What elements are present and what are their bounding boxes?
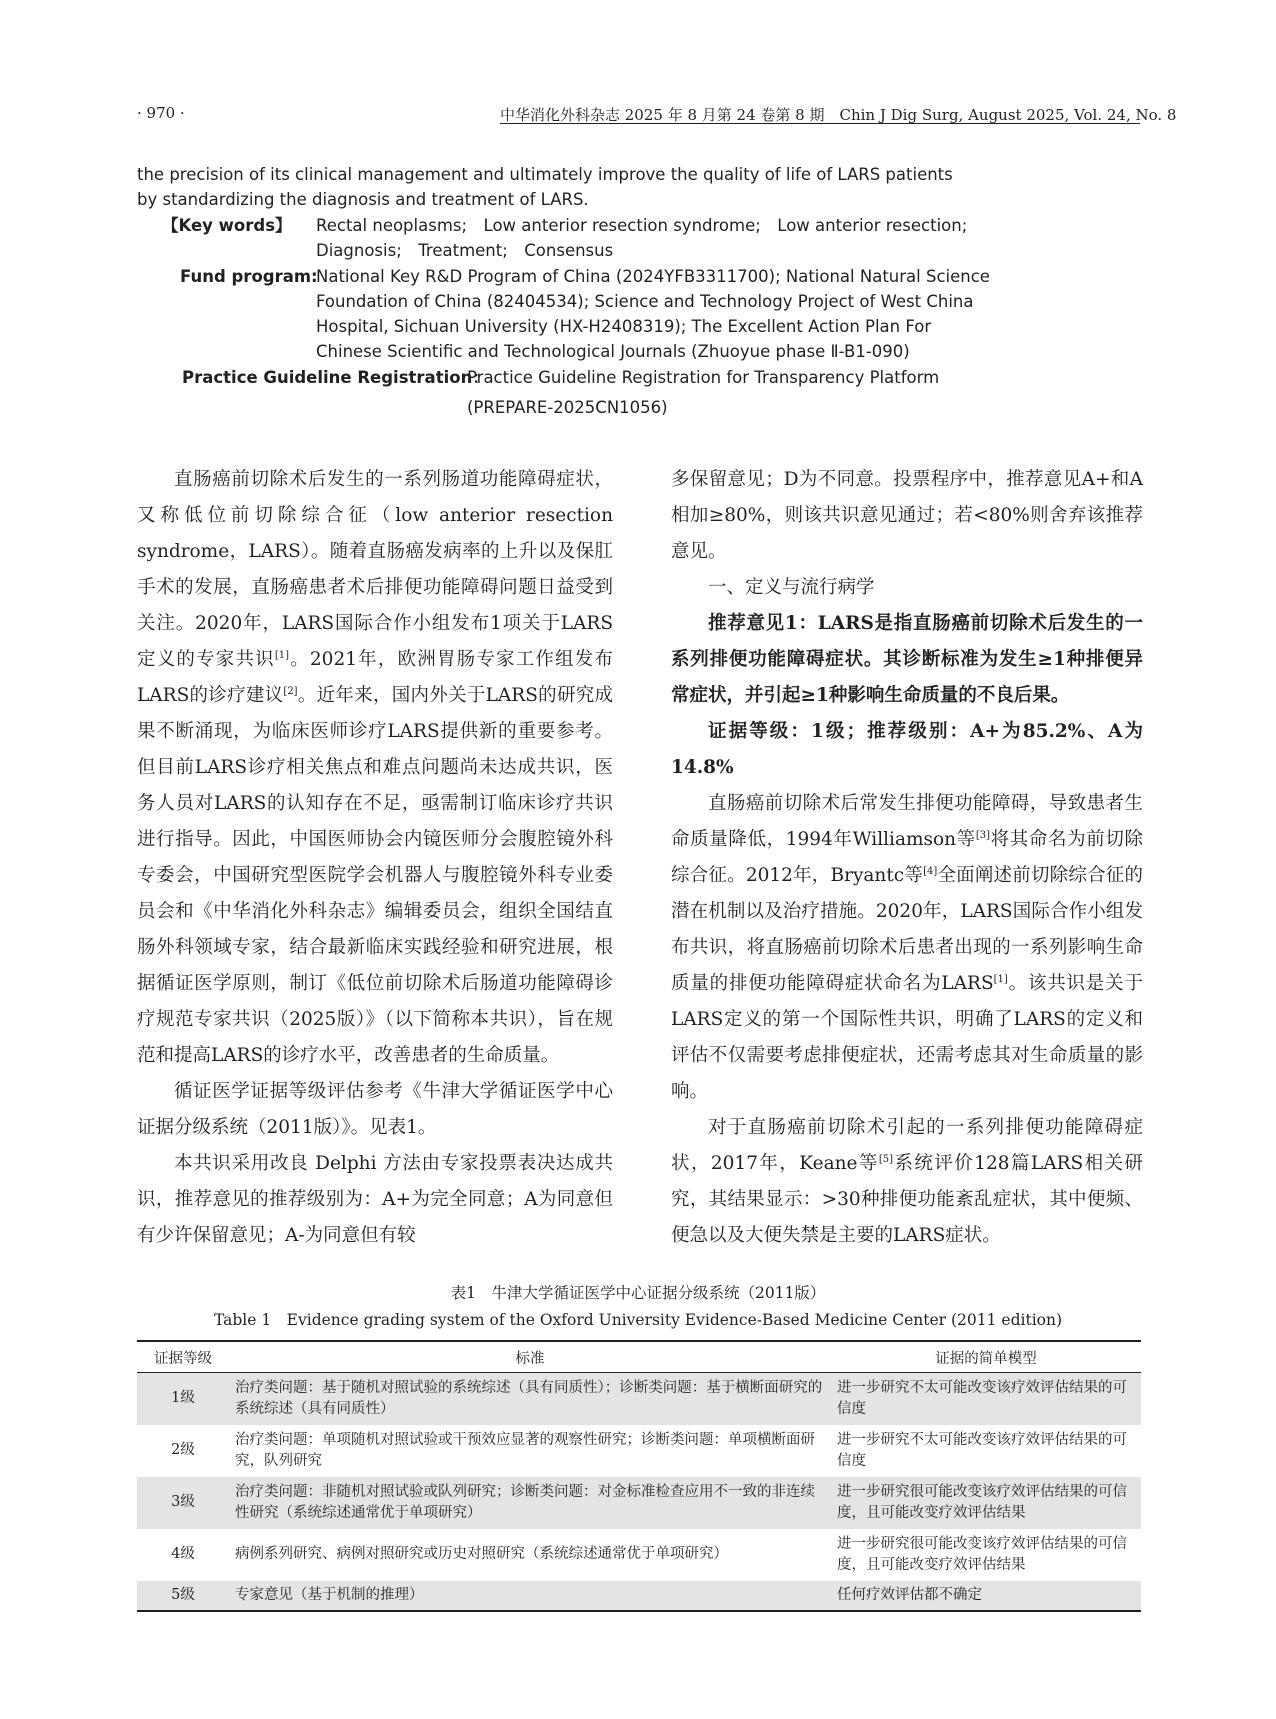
keywords-line-2: Diagnosis; Treatment; Consensus <box>316 241 614 260</box>
table-row <box>137 1529 1141 1581</box>
registration-line-2: (PREPARE-2025CN1056) <box>467 398 668 417</box>
symptoms-paragraph: 对于直肠癌前切除术引起的一系列排便功能障碍症状，2017年，Keane等[5]系统评价128篇LARS相关研究，其结果显示：>30种排便功能紊乱症状，其中便频、便急以及大便失禁是主要的LARS症状。 <box>671 1117 1143 1246</box>
table-row <box>137 1373 1141 1425</box>
table-caption-cn: 表1 牛津大学循证医学中心证据分级系统（2011版） <box>450 1284 826 1302</box>
table-cell: 4级 <box>171 1546 195 1562</box>
table-cell: 病例系列研究、病例对照研究或历史对照研究（系统综述通常优于单项研究） <box>235 1546 728 1562</box>
right-column <box>671 462 1143 1254</box>
table-cell: 进一步研究很可能改变该疗效评估结果的可信度，且可能改变疗效评估结果 <box>831 1477 1141 1529</box>
evidence-reference-paragraph: 循证医学证据等级评估参考《牛津大学循证医学中心证据分级系统（2011版）》。见表1。 <box>137 1081 613 1138</box>
journal-header: 中华消化外科杂志 2025 年 8 月第 24 卷第 8 期 Chin J Dig Surg, August 2025, Vol. 24, No. 8 <box>500 106 1177 124</box>
intro-paragraph: 直肠癌前切除术后发生的一系列肠道功能障碍症状，又称低位前切除综合征（low anterior resection syndrome，LARS）。随着直肠癌发病率的上升以及保肛手术的发展，直肠癌患者术后排便功能障碍问题日益受到关注。2020年，LARS国际合作小组发布1项关于LARS定义的专家共识[1]。2021年，欧洲胃肠专家工作组发布LARS的诊疗建议[2]。近年来，国内外关于LARS的研究成果不断涌现，为临床医师诊疗LARS提供新的重要参考。但目前LARS诊疗相关焦点和难点问题尚未达成共识，医务人员对LARS的认知存在不足，亟需制订临床诊疗共识进行指导。因此，中国医师协会内镜医师分会腹腔镜外科专委会，中国研究型医院学会机器人与腹腔镜外科专业委员会和《中华消化外科杂志》编辑委员会，组织全国结直肠外科领域专家，结合最新临床实践经验和研究进展，根据循证医学原则，制订《低位前切除术后肠道功能障碍诊疗规范专家共识（2025版）》（以下简称本共识），旨在规范和提高LARS的诊疗水平，改善患者的生命质量。 <box>137 469 614 1066</box>
table-cell: 进一步研究不太可能改变该疗效评估结果的可信度 <box>837 1431 1127 1469</box>
fund-line-1: National Key R&D Program of China (2024YFB3311700); National Natural Science <box>316 267 990 286</box>
citation-ref: [5] <box>878 1153 894 1165</box>
keywords-line-1: Rectal neoplasms; Low anterior resection syndrome; Low anterior resection; <box>316 216 968 235</box>
column-header: 证据等级 <box>137 1341 229 1373</box>
evidence-grading-table <box>137 1340 1141 1612</box>
citation-ref: [4] <box>923 865 938 877</box>
abstract-line-2: by standardizing the diagnosis and treatment of LARS. <box>137 190 589 209</box>
header-rule <box>500 123 1140 124</box>
table-cell: 2级 <box>171 1442 195 1458</box>
table-cell: 治疗类问题：基于随机对照试验的系统综述（具有同质性）；诊断类问题：基于横断面研究的系统综述（具有同质性） <box>229 1373 831 1425</box>
fund-line-4: Chinese Scientific and Technological Journals (Zhuoyue phase Ⅱ-B1-090) <box>316 342 910 361</box>
citation-ref: [2] <box>283 685 298 697</box>
table-row <box>137 1477 1141 1529</box>
table-cell: 3级 <box>137 1477 229 1529</box>
table-cell: 1级 <box>137 1373 229 1425</box>
delphi-paragraph: 本共识采用改良 Delphi 方法由专家投票表决达成共识，推荐意见的推荐级别为：A+为完全同意；A为同意但有少许保留意见；A-为同意但有较 <box>137 1153 613 1246</box>
recommendation-1: 推荐意见1：LARS是指直肠癌前切除术后发生的一系列排便功能障碍症状。其诊断标准为发生≥1种排便异常症状，并引起≥1种影响生命质量的不良后果。 <box>671 613 1143 706</box>
column-header: 标准 <box>229 1341 831 1373</box>
citation-ref: [3] <box>975 829 990 841</box>
table-cell: 进一步研究很可能改变该疗效评估结果的可信度，且可能改变疗效评估结果 <box>837 1535 1127 1573</box>
evidence-level: 证据等级：1级；推荐级别：A+为85.2%、A为14.8% <box>671 721 1143 778</box>
voting-paragraph: 多保留意见；D为不同意。投票程序中，推荐意见A+和A相加≥80%，则该共识意见通过；若<80%则舍弃该推荐意见。 <box>671 469 1143 562</box>
table-row <box>137 1581 1141 1611</box>
keywords-label: 【Key words】 <box>162 216 292 235</box>
abstract-line-1: the precision of its clinical management and ultimately improve the quality of life of LARS patients <box>137 165 953 184</box>
table-cell: 治疗类问题：非随机对照试验或队列研究；诊断类问题：对金标准检查应用不一致的非连续性研究（系统综述通常优于单项研究） <box>229 1477 831 1529</box>
registration-label: Practice Guideline Registration： <box>182 368 489 387</box>
registration-line-1: Practice Guideline Registration for Transparency Platform <box>467 368 940 387</box>
left-column <box>137 462 613 1254</box>
section-title: 一、定义与流行病学 <box>708 577 875 598</box>
table-row <box>137 1425 1141 1477</box>
table-cell: 治疗类问题：单项随机对照试验或干预效应显著的观察性研究；诊断类问题：单项横断面研究，队列研究 <box>235 1431 815 1469</box>
table-caption-en: Table 1 Evidence grading system of the Oxford University Evidence-Based Medicine Center (2011 edition) <box>213 1311 1063 1329</box>
column-header: 证据的简单模型 <box>831 1341 1141 1373</box>
fund-line-3: Hospital, Sichuan University (HX-H2408319); The Excellent Action Plan For <box>316 317 932 336</box>
definition-paragraph: 直肠癌前切除术后常发生排便功能障碍，导致患者生命质量降低，1994年Williamson等[3]将其命名为前切除综合征。2012年，Bryantc等[4]全面阐述前切除综合征的潜在机制以及治疗措施。2020年，LARS国际合作小组发布共识，将直肠癌前切除术后患者出现的一系列影响生命质量的排便功能障碍症状命名为LARS[1]。该共识是关于LARS定义的第一个国际性共识，明确了LARS的定义和评估不仅需要考虑排便症状，还需考虑其对生命质量的影响。 <box>671 793 1143 1102</box>
fund-line-2: Foundation of China (82404534); Science and Technology Project of West China <box>316 292 974 311</box>
table-cell: 任何疗效评估都不确定 <box>831 1581 1141 1611</box>
table-header-row <box>137 1341 1141 1373</box>
citation-ref: [1] <box>274 649 290 661</box>
page-number: · 970 · <box>137 104 185 122</box>
table-cell: 5级 <box>137 1581 229 1611</box>
table-cell: 专家意见（基于机制的推理） <box>229 1581 831 1611</box>
table-cell: 进一步研究不太可能改变该疗效评估结果的可信度 <box>831 1373 1141 1425</box>
fund-label: Fund program: <box>180 267 318 286</box>
citation-ref: [1] <box>993 973 1008 985</box>
